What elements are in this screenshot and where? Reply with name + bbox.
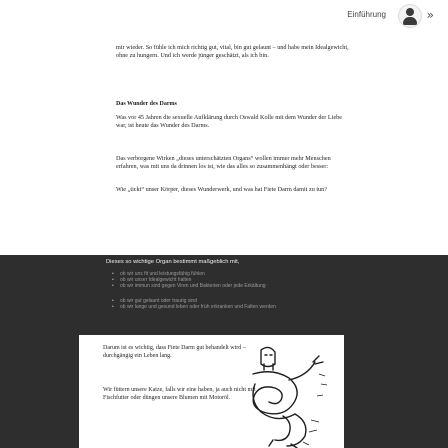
user-avatar-icon[interactable] [398,4,422,28]
list-item: • ob wir gut gelaunt oder traurig sind [112,298,362,304]
panel-title: Dieses so wichtige Organ bestimmt maßgeblich mit, [106,259,240,265]
list-item: • ob wir lange und gesund leben oder früh erkranken und Falten werden [112,304,362,310]
card-paragraph-2: Wir füttern unsere Katze, falls wir eine haben, ja auch nicht mit Fischfutter oder düngen unsere Blumen mit Motoröl. [103,387,256,401]
section-heading: Das Wunder des Darms [116,101,177,107]
top-bar [0,0,448,30]
list-item: • ob wir unser Idealgewicht halten [112,277,362,283]
intestine-illustration-icon [243,344,343,448]
card-paragraph-1: Darum ist es wichtig, dass Fiete Darm gut behandelt wird – durchgängig ein Leben lang. [103,345,246,359]
nav-label-introduction[interactable]: Einführung [347,10,386,19]
chevron-right-icon[interactable]: » [426,8,434,22]
panel-list [112,271,362,310]
intro-paragraph: mir wieder. So fühle ich mich richtig gut, vital, bin gut gelaunt – und habe mein Idealgewicht, ohne zu hungern. Und ich werde jünger geschätzt, als ich bin. [116,44,349,60]
content-card [79,335,344,448]
list-item: • ob wir immun sind gegen Viren und Bakterien oder jede Erkältung [112,283,362,289]
list-item: • ob wir uns fit und leistungsfähig fühlen [112,271,362,277]
paragraph-3: Wie „tickt“ unser Körper, dieses Wunderwerk, und was hat Fiete Darm damit zu tun? [116,186,327,193]
paragraph-2: Das verborgene Wirken „dieses unterschätzten Organs“ wollen immer mehr Menschen erfahren, was mit uns da drinnen los ist, wie das alles so zusammenhängt oder besser: [116,155,331,171]
paragraph-1: Was vor 45 Jahren die sexuelle Aufklärung durch Oswald Kolle mit dem Wunder der Liebe war, ist heute das Wunder des Darms. [116,114,342,130]
